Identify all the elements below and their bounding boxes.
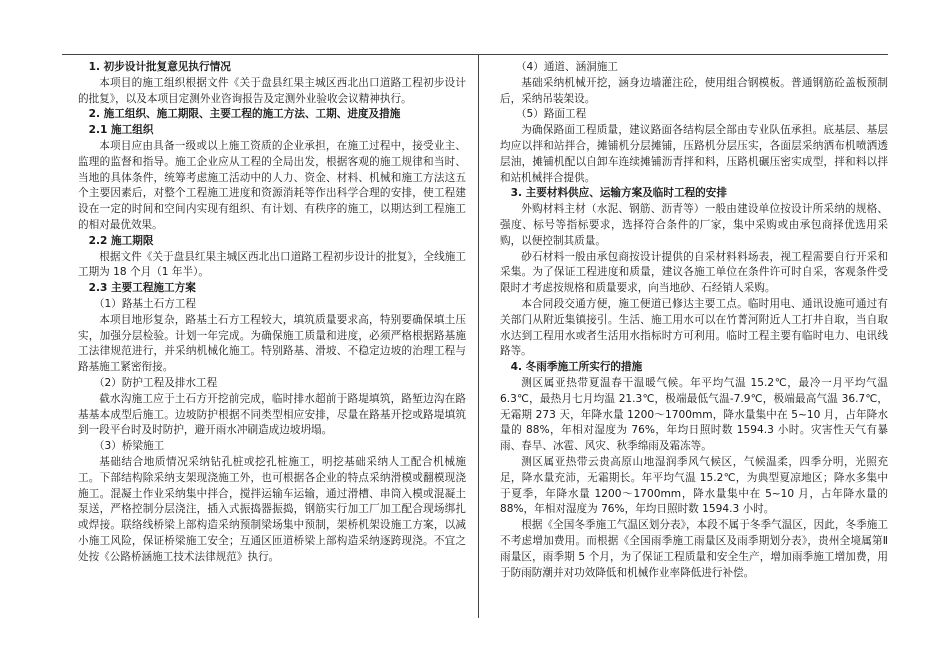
subheading: 2.1 施工组织 (88, 124, 154, 137)
paragraph: 测区属亚热带夏温春干温暖气候。年平均气温 15.2℃，最冷一月平均气温6.3℃，最热月七月均温 21.3℃，极端最低气温-7.9℃，极端最高气温 36.7℃，无霜期 273 天，年降水量 1200～1700mm，降水量集中在 5~10 月，占年降水量的 88%，年相对湿度为 76%，年均日照时数 1594.3 小时。灾害性天气有暴雨、春旱、冰雹、风灾、秋季绵雨及霜冻等。 (500, 376, 888, 453)
heading: 4. 冬雨季施工所实行的措施 (510, 361, 643, 374)
paragraph: 基础采纳机械开挖，涵身边墙灌注砼，使用组合钢模板。普通钢筋砼盖板预制后，采纳吊装架设。 (500, 76, 888, 105)
item-title: （5）路面工程 (515, 108, 587, 121)
heading: 3. 主要材料供应、运输方案及临时工程的安排 (510, 187, 727, 200)
subheading: 2.3 主要工程施工方案 (88, 282, 196, 295)
item-title: （2）防护工程及排水工程 (93, 376, 218, 389)
paragraph: 外购材料主材（水泥、钢筋、沥青等）一般由建设单位按设计所采纳的规格、强度、标号等指标要求，选择符合条件的厂家，集中采购或由承包商择优选用采购，以便控制其质量。 (500, 203, 888, 247)
paragraph: 砂石材料一般由承包商按设计提供的自采材料料场表，视工程需要自行开采和采集。为了保证工程进度和质量，建议各施工单位在条件许可时自采，客观条件受限时才考虑按规格和质量要求，向当地砂、石经销人采购。 (500, 250, 888, 295)
heading: 1. 初步设计批复意见执行情况 (88, 61, 231, 73)
column-divider (478, 54, 479, 618)
subheading: 2.2 施工期限 (88, 234, 154, 247)
item-title: （3）桥梁施工 (93, 440, 165, 453)
paragraph: 根据文件《关于盘县红果主城区西北出口道路工程初步设计的批复》，全线施工工期为 18 个月（1 年半）。 (78, 250, 466, 279)
left-column (78, 60, 466, 566)
paragraph: 根据《全国冬季施工气温区划分表》，本段不属于冬季气温区，因此，冬季施工不考虑增加费用。而根据《全国雨季施工雨量区及雨季期划分表》，贵州全境属第Ⅱ雨量区，雨季期 5 个月，为了保证工程质量和安全生产，增加雨季施工增加费，用于防雨防潮并对功效降低和机械作业率降低进行补偿。 (500, 519, 888, 579)
heading: 2. 施工组织、施工期限、主要工程的施工方法、工期、进度及措施 (88, 108, 401, 121)
item-title: （4）通道、涵洞施工 (515, 61, 618, 73)
paragraph: 本项目应由具备一级或以上施工资质的企业承担，在施工过程中，接受业主、监理的监督和指导。施工企业应从工程的全局出发，根据客观的施工规律和当时、当地的具体条件，统筹考虑施工活动中的人力、资金、材料、机械和施工方法这五个主要因素后，对整个工程施工进度和资源消耗等作出科学合理的安排，使工程建设在一定的时间和空间内实现有组织、有计划、有秩序的施工，以期达到工程施工的相对最优效果。 (78, 139, 466, 231)
paragraph: 本项目地形复杂，路基土石方工程较大，填筑质量要求高，特别要确保填土压实，加强分层检验。计划一年完成。为确保施工质量和进度，必须严格根据路基施工法律规范进行，并采纳机械化施工。特别路基、滑坡、不稳定边坡的治理工程与路基施工紧密衔接。 (78, 313, 466, 374)
paragraph: 测区属亚热带云贵高原山地湿润季风气候区，气候温柔，四季分明，光照充足，降水量充沛，无霜期长。年平均气温 15.2℃，为典型夏凉地区；降水多集中于夏季，年降水量 1200～1700mm，降水量集中在 5~10 月，占年降水量的 88%，年相对湿度为 76%，年均日照时数 1594.3 小时。 (500, 455, 888, 516)
paragraph: 基础结合地质情况采纳钻孔桩或挖孔桩施工，明挖基础采纳人工配合机械施工。下部结构除采纳支架现浇施工外，也可根据各企业的特点采纳滑模或翻模现浇施工。混凝土作业采纳集中拌合，搅拌运输车运输，通过滑槽、串筒入模或混凝土泵送，严格控制分层浇注，插入式振捣器振捣，钢筋实行加工厂加工配合现场绑扎或焊接。联络线桥梁上部构造采纳预制梁场集中预制，架桥机架设施工方案，以减小施工风险，保证桥梁施工安全；互通区匝道桥梁上部构造采纳逐跨现浇。不宜之处按《公路桥涵施工技术法律规范》执行。 (78, 455, 466, 563)
paragraph: 为确保路面工程质量，建议路面各结构层全部由专业队伍承担。底基层、基层均应以拌和站拌合，摊铺机分层摊铺，压路机分层压实，各面层采纳洒布机喷洒透层油，摊铺机配以自卸车连续摊铺沥青拌和料，压路机碾压密实成型，拌和料以拌和站机械拌合提供。 (500, 124, 888, 184)
header-rule (62, 54, 888, 55)
item-title: （1）路基土石方工程 (93, 297, 196, 310)
right-column (500, 60, 888, 581)
paragraph: 截水沟施工应于土石方开挖前完成，临时排水超前于路堤填筑，路堑边沟在路基基本成型后施工。边坡防护根据不同类型相应安排，尽量在路基开挖或路堤填筑到一段平台时及时防护，避开雨水冲刷造成边坡坍塌。 (78, 392, 466, 437)
paragraph: 本合同段交通方便，施工便道已修达主要工点。临时用电、通讯设施可通过有关部门从附近集镇接引。生活、施工用水可以在竹菁河附近人工打井自取，当自取水达到工程用水或者生活用水指标时方可利用。临时工程主要有临时电力、电讯线路等。 (500, 297, 888, 358)
paragraph: 本项目的施工组织根据文件《关于盘县红果主城区西北出口道路工程初步设计的批复》，以及本项目定测外业咨询报告及定测外业验收会议精神执行。 (78, 76, 466, 105)
